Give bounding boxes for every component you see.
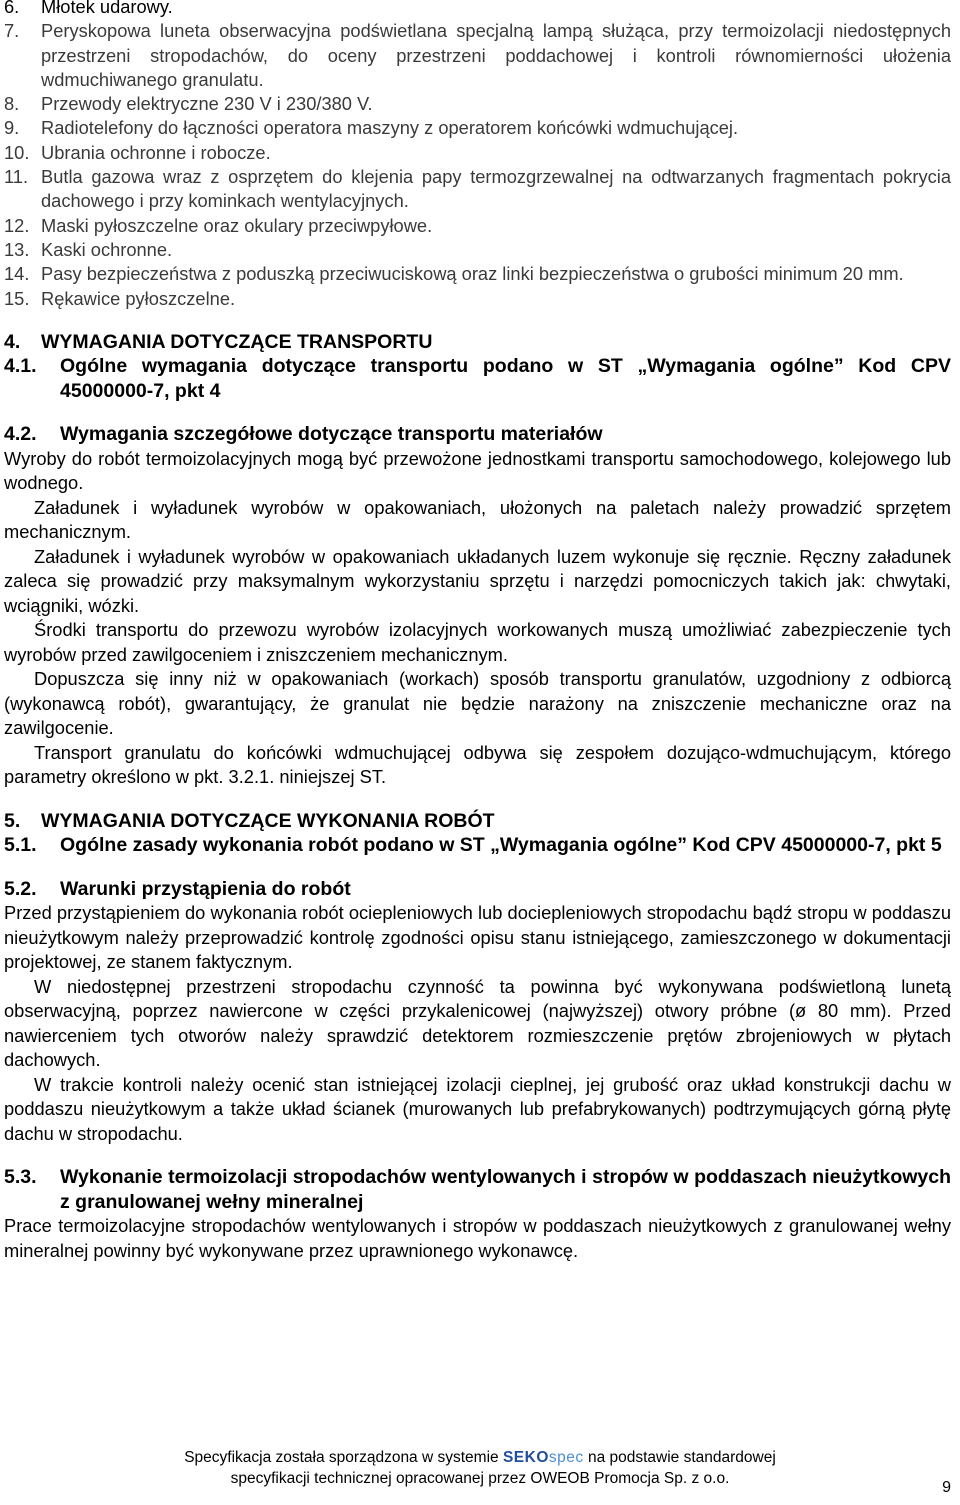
section-number: 5. <box>4 809 21 832</box>
subsection-heading <box>4 833 951 858</box>
paragraph: Prace termoizolacyjne stropodachów wentylowanych i stropów w poddaszach nieużytkowych z granulowanej wełny mineralnej powinny być wykonywane przez uprawnionego wykonawcę. <box>4 1215 951 1261</box>
list-item <box>4 165 951 214</box>
logo-seko: SEKO <box>502 1449 549 1466</box>
paragraph: Środki transportu do przewozu wyrobów izolacyjnych workowanych muszą umożliwiać zabezpieczenie tych wyrobów przed zawilgoceniem i zniszczeniem mechanicznym. <box>4 619 951 665</box>
section-heading <box>4 330 951 355</box>
paragraph: Załadunek i wyładunek wyrobów w opakowaniach układanych luzem wykonuje się ręcznie. Ręczny załadunek zaleca się prowadzić przy maksymalnym wykorzystaniu sprzętu i narzędzi pomocniczych takich jak: chwytaki, wciągniki, wózki. <box>4 545 951 616</box>
list-item-text: Pasy bezpieczeństwa z poduszką przeciwuciskową oraz linki bezpieczeństwa o grubości minimum 20 mm. <box>41 263 904 285</box>
list-item-text: Radiotelefony do łączności operatora maszyny z operatorem końcówki wdmuchującej. <box>41 117 739 139</box>
logo-spec: spec <box>548 1449 584 1466</box>
list-item <box>4 214 951 238</box>
list-item-text: Rękawice pyłoszczelne. <box>41 287 236 309</box>
list-item-number: 13. <box>4 238 30 260</box>
footer-line-1 <box>0 1447 960 1468</box>
page-number: 9 <box>942 1479 951 1496</box>
subsection-title: Warunki przystąpienia do robót <box>60 877 351 900</box>
list-item-text: Przewody elektryczne 230 V i 230/380 V. <box>41 93 373 115</box>
subsection-number: 4.1. <box>4 355 37 378</box>
list-item <box>4 238 951 262</box>
list-item <box>4 262 951 286</box>
document-page <box>4 0 951 1263</box>
equipment-list <box>4 0 951 311</box>
list-item <box>4 141 951 165</box>
list-item <box>4 116 951 140</box>
list-item-number: 12. <box>4 214 30 236</box>
section-title: WYMAGANIA DOTYCZĄCE TRANSPORTU <box>41 330 433 353</box>
paragraph: W trakcie kontroli należy ocenić stan istniejącej izolacji cieplnej, jej grubość oraz układ konstrukcji dachu w poddaszu nieużytkowym a także układ ścianek (murowanych lub prefabrykowanych) podtrzymujących górną płytę dachu w stropodachu. <box>4 1073 951 1144</box>
list-item <box>4 92 951 116</box>
list-item-number: 9. <box>4 117 20 139</box>
section-heading <box>4 809 951 834</box>
subsection-heading <box>4 1165 951 1214</box>
list-item-number: 15. <box>4 287 30 309</box>
list-item-number: 8. <box>4 93 20 115</box>
subsection-heading <box>4 354 951 403</box>
subsection-title: Wymagania szczegółowe dotyczące transportu materiałów <box>60 423 603 446</box>
paragraph: Przed przystąpieniem do wykonania robót ociepleniowych lub dociepleniowych stropodachu bądź stropu w poddaszu nieużytkowym należy przeprowadzić kontrolę zgodności opisu stanu istniejącego, zamieszczonego w dokumentacji projektowej, ze stanem faktycznym. <box>4 902 951 973</box>
paragraph: Wyroby do robót termoizolacyjnych mogą być przewożone jednostkami transportu samochodowego, kolejowego lub wodnego. <box>4 447 951 494</box>
list-item-number: 11. <box>4 166 29 188</box>
subsection-number: 4.2. <box>4 423 37 446</box>
list-item-text: Kaski ochronne. <box>41 238 173 260</box>
subsection-number: 5.2. <box>4 877 37 900</box>
subsection-title: Ogólne wymagania dotyczące transportu podano w ST „Wymagania ogólne” Kod CPV 45000000-7, pkt 4 <box>60 355 951 402</box>
page-footer <box>0 1447 960 1489</box>
subsection-title: Ogólne zasady wykonania robót podano w ST „Wymagania ogólne” Kod CPV 45000000-7, pkt 5 <box>60 834 942 857</box>
list-item <box>4 0 951 19</box>
footer-text-before: Specyfikacja została sporządzona w systemie <box>184 1449 499 1466</box>
subsection-title: Wykonanie termoizolacji stropodachów wentylowanych i stropów w poddaszach nieużytkowych z granulowanej wełny mineralnej <box>60 1166 951 1213</box>
list-item-text: Butla gazowa wraz z osprzętem do klejenia papy termozgrzewalnej na odtwarzanych fragmentach pokrycia dachowego i przy kominkach wentylacyjnych. <box>41 166 951 212</box>
list-item-number: 6. <box>4 0 20 17</box>
footer-text-after: na podstawie standardowej <box>587 1449 776 1466</box>
subsection-number: 5.1. <box>4 834 37 857</box>
paragraph: W niedostępnej przestrzeni stropodachu czynność ta powinna być wykonywana podświetloną lunetą obserwacyjną, poprzez nawiercone w części przykalenicowej (najwyższej) otwory próbne (ø 80 mm). Przed nawierceniem tych otworów należy sprawdzić detektorem rozmieszczenie prętów zbrojeniowych w płytach dachowych. <box>4 975 951 1071</box>
section-number: 4. <box>4 330 21 353</box>
list-item-text: Maski pyłoszczelne oraz okulary przeciwpyłowe. <box>41 214 433 236</box>
paragraph: Dopuszcza się inny niż w opakowaniach (workach) sposób transportu granulatów, uzgodniony z odbiorcą (wykonawcą robót), gwarantujący, że granulat nie będzie narażony na zniszczenie mechaniczne oraz na zawilgocenie. <box>4 668 951 739</box>
paragraph: Załadunek i wyładunek wyrobów w opakowaniach, ułożonych na paletach należy prowadzić sprzętem mechanicznym. <box>4 496 951 543</box>
paragraph: Transport granulatu do końcówki wdmuchującej odbywa się zespołem dozująco-wdmuchującym, którego parametry określono w pkt. 3.2.1. niniejszej ST. <box>4 741 951 788</box>
subsection-heading <box>4 422 951 447</box>
list-item <box>4 19 951 92</box>
list-item-text: Peryskopowa luneta obserwacyjna podświetlana specjalną lampą służąca, przy termoizolacji niedostępnych przestrzeni stropodachów, do oceny przestrzeni poddachowej i kontroli równomierności ułożenia wdmuchiwanego granulatu. <box>41 20 951 90</box>
subsection-heading <box>4 877 951 902</box>
list-item-text: Młotek udarowy. <box>41 0 173 17</box>
list-item-number: 10. <box>4 141 30 163</box>
list-item-text: Ubrania ochronne i robocze. <box>41 141 271 163</box>
list-item-number: 14. <box>4 263 30 285</box>
list-item <box>4 287 951 311</box>
section-title: WYMAGANIA DOTYCZĄCE WYKONANIA ROBÓT <box>41 809 495 832</box>
subsection-number: 5.3. <box>4 1166 37 1189</box>
sekospec-logo <box>503 1449 584 1466</box>
footer-line-2: specyfikacji technicznej opracowanej przez OWEOB Promocja Sp. z o.o. <box>230 1470 730 1487</box>
list-item-number: 7. <box>4 20 20 42</box>
